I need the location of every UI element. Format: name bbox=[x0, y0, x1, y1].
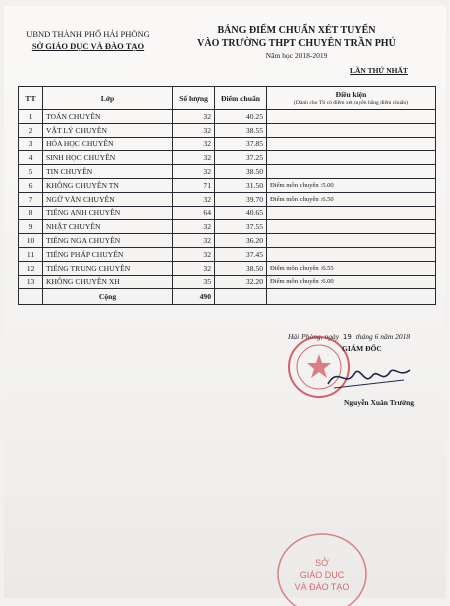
cell-tt: 3 bbox=[19, 137, 43, 151]
cell-quantity: 32 bbox=[173, 220, 215, 234]
cell-tt: 13 bbox=[19, 275, 43, 289]
cell-quantity: 35 bbox=[173, 275, 215, 289]
cell-class: SINH HỌC CHUYÊN bbox=[43, 151, 173, 165]
cell-condition bbox=[267, 151, 436, 165]
cell-tt: 8 bbox=[19, 206, 43, 220]
cell-class: TIN CHUYÊN bbox=[43, 165, 173, 179]
document-page bbox=[4, 6, 446, 598]
header-class: Lớp bbox=[43, 87, 173, 110]
header-condition bbox=[267, 87, 436, 110]
cell-tt: 10 bbox=[19, 234, 43, 248]
round-label: LẦN THỨ NHẤT bbox=[350, 66, 408, 75]
cell-tt: 4 bbox=[19, 151, 43, 165]
cell-score: 37.25 bbox=[215, 151, 267, 165]
cell-quantity: 32 bbox=[173, 123, 215, 137]
cell-quantity: 32 bbox=[173, 192, 215, 206]
header-quantity: Số lượng bbox=[173, 87, 215, 110]
cell-tt: 11 bbox=[19, 247, 43, 261]
cell-condition bbox=[267, 206, 436, 220]
cell-class: KHÔNG CHUYÊN XH bbox=[43, 275, 173, 289]
cell-quantity: 32 bbox=[173, 137, 215, 151]
cell-tt: 6 bbox=[19, 178, 43, 192]
cell-score: 40.65 bbox=[215, 206, 267, 220]
table-row bbox=[19, 151, 436, 165]
cell-quantity: 64 bbox=[173, 206, 215, 220]
handwritten-signature bbox=[324, 358, 414, 394]
cell-quantity: 32 bbox=[173, 165, 215, 179]
cell-quantity: 32 bbox=[173, 261, 215, 275]
total-condition-blank bbox=[267, 289, 436, 305]
cell-class: TIẾNG PHÁP CHUYÊN bbox=[43, 247, 173, 261]
cell-tt: 2 bbox=[19, 123, 43, 137]
cell-class: TOÁN CHUYÊN bbox=[43, 110, 173, 124]
cell-score: 37.55 bbox=[215, 220, 267, 234]
cell-tt: 7 bbox=[19, 192, 43, 206]
cell-class: KHÔNG CHUYÊN TN bbox=[43, 178, 173, 192]
cell-tt: 9 bbox=[19, 220, 43, 234]
cell-score: 36.20 bbox=[215, 234, 267, 248]
date-month-year: tháng 6 năm 2018 bbox=[355, 332, 411, 341]
date-day: 19 bbox=[342, 333, 352, 341]
cell-quantity: 32 bbox=[173, 151, 215, 165]
cell-score: 37.85 bbox=[215, 137, 267, 151]
cell-condition: Điểm môn chuyên :5.00 bbox=[267, 178, 436, 192]
cell-condition: Điểm môn chuyên :6.00 bbox=[267, 275, 436, 289]
authority-name: UBND THÀNH PHỐ HẢI PHÒNG bbox=[26, 29, 150, 39]
table-header-row bbox=[19, 87, 436, 110]
header-score: Điểm chuẩn bbox=[215, 87, 267, 110]
header-tt: TT bbox=[19, 87, 43, 110]
signer-role: GIÁM ĐỐC bbox=[342, 344, 382, 353]
total-label: Cộng bbox=[43, 289, 173, 305]
cell-score: 38.50 bbox=[215, 165, 267, 179]
cell-class: TIẾNG ANH CHUYÊN bbox=[43, 206, 173, 220]
table-row bbox=[19, 275, 436, 289]
cell-condition bbox=[267, 220, 436, 234]
date-place: Hải Phòng, ngày bbox=[288, 332, 340, 341]
table-row bbox=[19, 247, 436, 261]
document-title bbox=[174, 24, 419, 61]
department-name: SỞ GIÁO DỤC VÀ ĐÀO TẠO bbox=[31, 41, 145, 51]
cell-quantity: 32 bbox=[173, 234, 215, 248]
total-value: 490 bbox=[173, 289, 215, 305]
cell-quantity: 71 bbox=[173, 178, 215, 192]
header-condition-title: Điều kiện bbox=[335, 89, 367, 99]
total-row bbox=[19, 289, 436, 305]
total-score-blank bbox=[215, 289, 267, 305]
table-row bbox=[19, 165, 436, 179]
table-row bbox=[19, 110, 436, 124]
cell-score: 39.70 bbox=[215, 192, 267, 206]
table-row bbox=[19, 178, 436, 192]
cell-quantity: 32 bbox=[173, 247, 215, 261]
cell-condition bbox=[267, 110, 436, 124]
cell-condition bbox=[267, 123, 436, 137]
header-condition-note: (Dành cho TS có điểm xét tuyển bằng điểm chuẩn) bbox=[293, 99, 409, 106]
total-blank bbox=[19, 289, 43, 305]
cell-class: VẬT LÝ CHUYÊN bbox=[43, 123, 173, 137]
issuing-authority bbox=[18, 28, 158, 52]
cell-condition bbox=[267, 234, 436, 248]
cell-class: NGỮ VĂN CHUYÊN bbox=[43, 192, 173, 206]
signer-name: Nguyễn Xuân Trường bbox=[344, 398, 415, 407]
cell-quantity: 32 bbox=[173, 110, 215, 124]
cell-score: 38.50 bbox=[215, 261, 267, 275]
cell-tt: 5 bbox=[19, 165, 43, 179]
title-line-1: BẢNG ĐIỂM CHUẨN XÉT TUYỂN bbox=[217, 25, 376, 36]
cell-condition: Điểm môn chuyên :6.50 bbox=[267, 192, 436, 206]
table-row bbox=[19, 220, 436, 234]
table-row bbox=[19, 234, 436, 248]
cell-score: 32.20 bbox=[215, 275, 267, 289]
svg-text:GIÁO DỤC: GIÁO DỤC bbox=[299, 570, 345, 580]
cell-score: 38.55 bbox=[215, 123, 267, 137]
cell-class: NHẬT CHUYÊN bbox=[43, 220, 173, 234]
table-row bbox=[19, 206, 436, 220]
table-row bbox=[19, 261, 436, 275]
cell-condition bbox=[267, 165, 436, 179]
cell-score: 37.45 bbox=[215, 247, 267, 261]
svg-text:VÀ ĐÀO TẠO: VÀ ĐÀO TẠO bbox=[294, 582, 350, 592]
title-line-2: VÀO TRƯỜNG THPT CHUYÊN TRẦN PHÚ bbox=[197, 38, 396, 49]
table-row bbox=[19, 192, 436, 206]
svg-text:SỞ: SỞ bbox=[315, 558, 329, 568]
cell-condition bbox=[267, 137, 436, 151]
school-year: Năm học 2018-2019 bbox=[265, 51, 328, 60]
cell-tt: 12 bbox=[19, 261, 43, 275]
cell-class: TIẾNG NGA CHUYÊN bbox=[43, 234, 173, 248]
cutoff-score-table bbox=[18, 86, 436, 305]
department-stamp bbox=[272, 526, 372, 606]
cell-class: TIẾNG TRUNG CHUYÊN bbox=[43, 261, 173, 275]
cell-condition: Điểm môn chuyên :6.55 bbox=[267, 261, 436, 275]
cell-class: HÓA HỌC CHUYÊN bbox=[43, 137, 173, 151]
cell-condition bbox=[267, 247, 436, 261]
table-row bbox=[19, 123, 436, 137]
cell-score: 31.50 bbox=[215, 178, 267, 192]
cell-score: 40.25 bbox=[215, 110, 267, 124]
cell-tt: 1 bbox=[19, 110, 43, 124]
table-row bbox=[19, 137, 436, 151]
